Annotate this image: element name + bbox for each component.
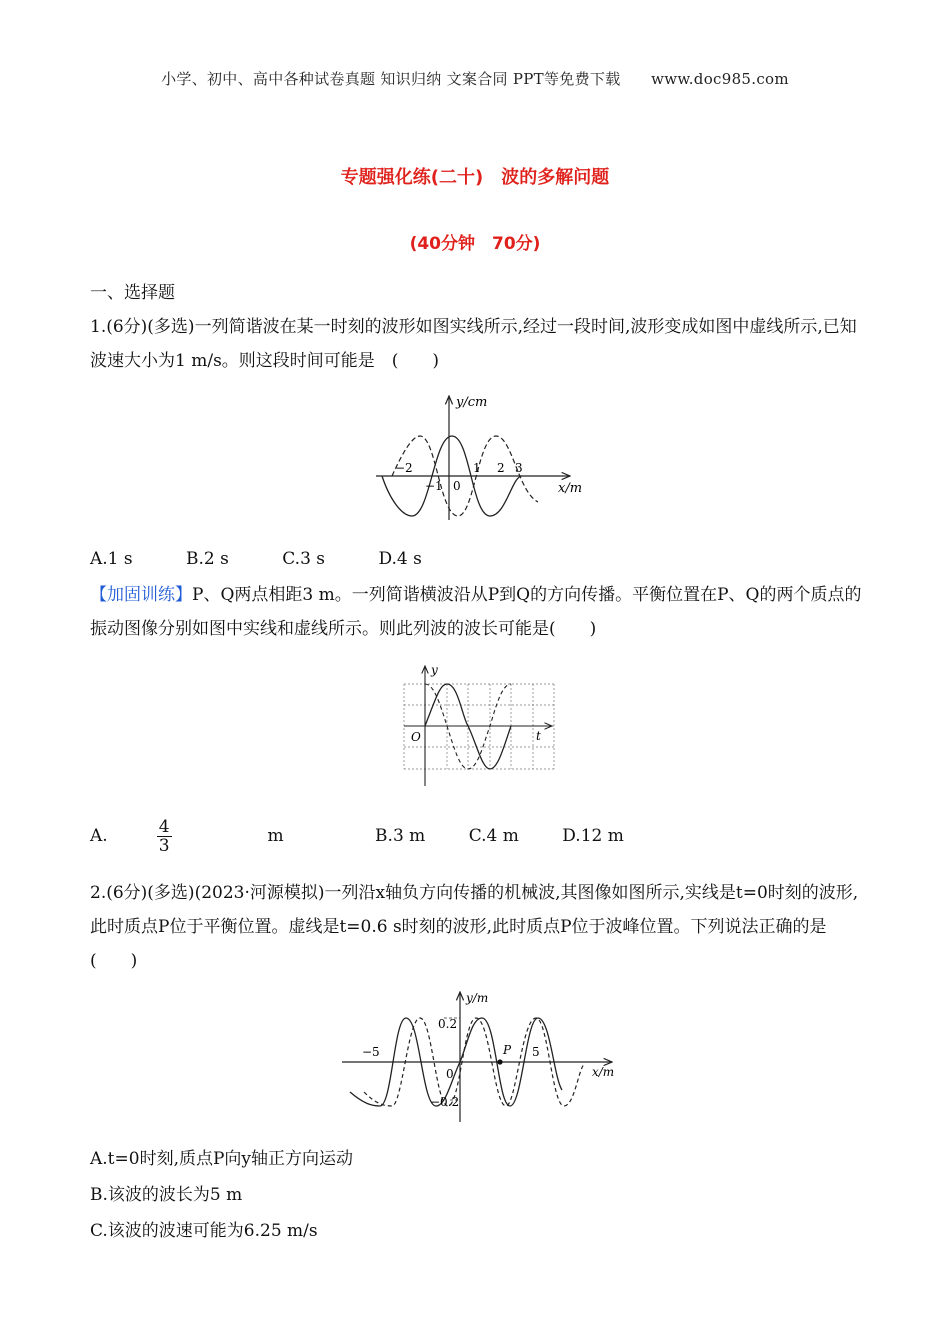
section-heading: 一、选择题 [90,283,175,303]
option-a[interactable]: A.t=0时刻,质点P向y轴正方向运动 [90,1149,354,1169]
reinforce-origin-label: O [411,730,421,744]
q2-five-label: 5 [532,1045,540,1059]
q2-top-value: 0.2 [438,1017,458,1031]
reinforce-y-label: y [431,663,438,677]
reinforce-question [90,578,865,646]
option-a-unit: m [267,826,284,846]
question-1-text: 1.(6分)(多选)一列简谐波在某一时刻的波形如图实线所示,经过一段时间,波形变成如图中虚线所示,已知波速大小为1 m/s。则这段时间可能是 ( ) [90,317,857,371]
option-b[interactable]: B.该波的波长为5 m [90,1185,243,1205]
q1-wave-figure [372,392,590,524]
option-a-prefix: A. [90,826,108,846]
option-b[interactable]: B.2 s [186,549,229,569]
q1-tick-label: 3 [515,461,523,475]
reinforce-text: P、Q两点相距3 m。一列简谐横波沿从P到Q的方向传播。平衡位置在P、Q的两个质点的振动图像分别如图中实线和虚线所示。则此列波的波长可能是( ) [90,585,862,639]
q2-bottom-value: −0.2 [430,1095,460,1109]
page-header: 小学、初中、高中各种试卷真题 知识归纳 文案合同 PPT等免费下载 www.doc985.com [161,70,789,88]
q2-wave-figure [340,988,620,1124]
q2-y-label: y/m [466,991,489,1005]
option-c[interactable]: C.4 m [468,826,519,846]
option-a[interactable] [90,817,332,856]
q2-neg5-label: −5 [362,1045,380,1059]
q1-x-label: x/m [558,481,583,496]
option-a[interactable]: A.1 s [90,549,133,569]
reinforce-t-label: t [536,729,541,743]
fraction: $\frac{4}{3}$ [158,817,170,856]
q1-tick-label: 0 [453,479,461,493]
q1-tick-label: −1 [425,479,443,493]
q2-x-label: x/m [592,1065,615,1079]
page-subtitle: (40分钟 70分) [409,234,541,254]
option-c[interactable]: C.3 s [282,549,326,569]
q1-tick-label: 1 [473,461,481,475]
option-d[interactable]: D.4 s [378,549,422,569]
question-2-text: 2.(6分)(多选)(2023·河源模拟)一列沿x轴负方向传播的机械波,其图像如图所示,实线是t=0时刻的波形,此时质点P位于平衡位置。虚线是t=0.6 s时刻的波形,此时质点P位于波峰位置。下列说法正确的是 ( ) [90,883,859,971]
q2-point-p [497,1059,502,1064]
q1-tick-label: 2 [497,461,505,475]
reinforce-vibration-figure [398,662,558,788]
page-title: 专题强化练(二十) 波的多解问题 [340,167,610,188]
reinforce-tag: 【加固训练】 [90,585,192,605]
q2-zero-label: 0 [446,1067,454,1081]
option-c[interactable]: C.该波的波速可能为6.25 m/s [90,1221,318,1241]
q2-p-label: P [503,1043,512,1057]
question-1-options [90,542,865,576]
q1-tick-label: −2 [395,461,413,475]
q1-y-label: y/cm [456,395,488,410]
option-d[interactable]: D.12 m [562,826,624,846]
reinforce-options [90,818,865,855]
option-b[interactable]: B.3 m [375,826,426,846]
